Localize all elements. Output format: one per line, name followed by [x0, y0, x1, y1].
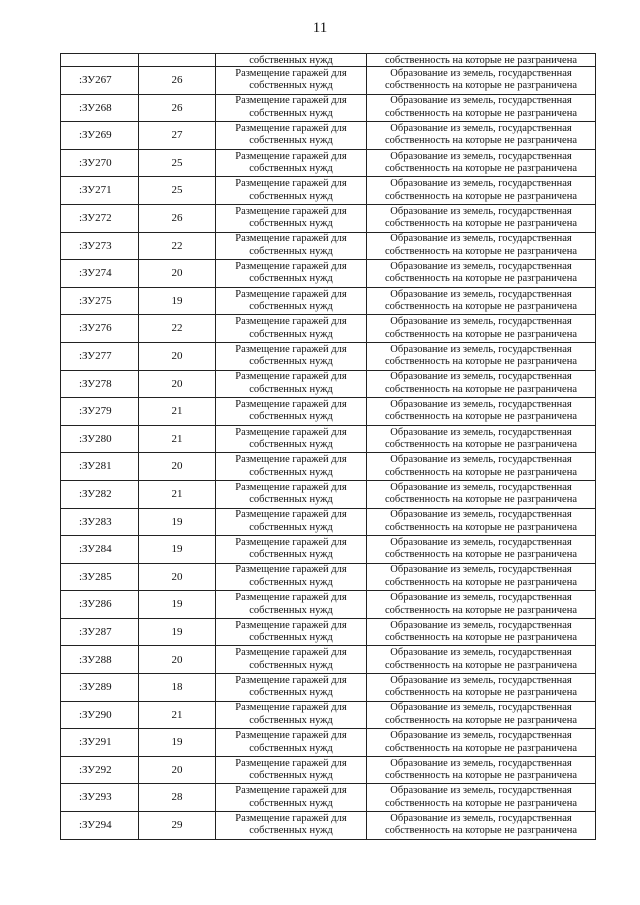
permitted-use-line: Размещение гаражей для: [235, 647, 347, 659]
formation-method-line: Образование из земель, государственная: [390, 730, 572, 742]
formation-method-cell: [367, 287, 596, 315]
plot-id-cell: :ЗУ281: [61, 453, 139, 481]
plot-area-cell: 26: [139, 94, 216, 122]
permitted-use-cell: [216, 563, 367, 591]
plot-id-cell: :ЗУ277: [61, 342, 139, 370]
permitted-use-line: собственных нужд: [249, 107, 333, 119]
permitted-use-cell: [216, 674, 367, 702]
permitted-use-cell: [216, 232, 367, 260]
plot-id-cell: :ЗУ271: [61, 177, 139, 205]
plot-id-cell: :ЗУ289: [61, 674, 139, 702]
formation-method-line: собственность на которые не разграничена: [385, 714, 577, 726]
plot-area-cell: 20: [139, 756, 216, 784]
table-row: [61, 812, 596, 840]
formation-method-cell: [367, 122, 596, 150]
permitted-use-line: Размещение гаражей для: [235, 757, 347, 769]
formation-method-line: Образование из земель, государственная: [390, 647, 572, 659]
formation-method-cell: [367, 729, 596, 757]
plot-area-cell: [139, 54, 216, 67]
formation-method-line: Образование из земель, государственная: [390, 233, 572, 245]
permitted-use-cell: [216, 398, 367, 426]
formation-method-cell: [367, 67, 596, 95]
plot-id-cell: :ЗУ267: [61, 67, 139, 95]
plot-id-cell: [61, 54, 139, 67]
plot-id-cell: :ЗУ286: [61, 591, 139, 619]
table-row: [61, 94, 596, 122]
plot-area-cell: 25: [139, 149, 216, 177]
table-row: [61, 784, 596, 812]
plot-area-cell: 20: [139, 646, 216, 674]
plot-area-cell: 22: [139, 232, 216, 260]
table-row: [61, 122, 596, 150]
formation-method-cell: [367, 204, 596, 232]
formation-method-line: Образование из земель, государственная: [390, 260, 572, 272]
table-row: [61, 453, 596, 481]
permitted-use-cell: [216, 453, 367, 481]
plot-area-cell: 22: [139, 315, 216, 343]
formation-method-line: Образование из земель, государственная: [390, 122, 572, 134]
permitted-use-line: собственных нужд: [249, 218, 333, 230]
formation-method-line: Образование из земель, государственная: [390, 454, 572, 466]
plot-area-cell: 20: [139, 260, 216, 288]
plot-area-cell: 18: [139, 674, 216, 702]
permitted-use-line: Размещение гаражей для: [235, 288, 347, 300]
plot-id-cell: :ЗУ283: [61, 508, 139, 536]
land-plots-table: [60, 53, 596, 840]
permitted-use-line: Размещение гаражей для: [235, 205, 347, 217]
plot-area-cell: 25: [139, 177, 216, 205]
formation-method-cell: [367, 425, 596, 453]
permitted-use-line: собственных нужд: [249, 383, 333, 395]
permitted-use-line: собственных нужд: [249, 328, 333, 340]
permitted-use-cell: [216, 287, 367, 315]
formation-method-line: собственность на которые не разграничена: [385, 190, 577, 202]
permitted-use-line: Размещение гаражей для: [235, 398, 347, 410]
permitted-use-line: Размещение гаражей для: [235, 67, 347, 79]
permitted-use-cell: [216, 646, 367, 674]
formation-method-line: собственность на которые не разграничена: [385, 521, 577, 533]
permitted-use-cell: [216, 812, 367, 840]
formation-method-line: собственность на которые не разграничена: [385, 80, 577, 92]
formation-method-line: собственность на которые не разграничена: [385, 273, 577, 285]
plot-id-cell: :ЗУ280: [61, 425, 139, 453]
formation-method-line: собственность на которые не разграничена: [385, 163, 577, 175]
plot-id-cell: :ЗУ294: [61, 812, 139, 840]
permitted-use-cell: [216, 342, 367, 370]
plot-id-cell: :ЗУ293: [61, 784, 139, 812]
plot-area-cell: 21: [139, 425, 216, 453]
plot-id-cell: :ЗУ269: [61, 122, 139, 150]
permitted-use-line: собственных нужд: [249, 245, 333, 257]
permitted-use-cell: [216, 315, 367, 343]
permitted-use-line: собственных нужд: [249, 687, 333, 699]
formation-method-cell: [367, 618, 596, 646]
formation-method-line: собственность на которые не разграничена: [385, 135, 577, 147]
table-row: [61, 398, 596, 426]
formation-method-line: Образование из земель, государственная: [390, 178, 572, 190]
formation-method-line: Образование из земель, государственная: [390, 95, 572, 107]
permitted-use-cell: [216, 784, 367, 812]
permitted-use-line: Размещение гаражей для: [235, 564, 347, 576]
permitted-use-line: Размещение гаражей для: [235, 343, 347, 355]
formation-method-line: Образование из земель, государственная: [390, 619, 572, 631]
permitted-use-line: собственных нужд: [249, 494, 333, 506]
permitted-use-line: Размещение гаражей для: [235, 260, 347, 272]
permitted-use-line: собственных нужд: [249, 273, 333, 285]
plot-id-cell: :ЗУ268: [61, 94, 139, 122]
table-row: [61, 508, 596, 536]
formation-method-cell: [367, 232, 596, 260]
formation-method-cell: [367, 563, 596, 591]
plot-id-cell: :ЗУ278: [61, 370, 139, 398]
formation-method-line: собственность на которые не разграничена: [385, 825, 577, 837]
permitted-use-line: собственных нужд: [249, 576, 333, 588]
permitted-use-line: Размещение гаражей для: [235, 95, 347, 107]
formation-method-line: Образование из земель, государственная: [390, 316, 572, 328]
formation-method-line: Образование из земель, государственная: [390, 592, 572, 604]
formation-method-line: Образование из земель, государственная: [390, 67, 572, 79]
permitted-use-line: Размещение гаражей для: [235, 481, 347, 493]
formation-method-cell: [367, 177, 596, 205]
permitted-use-line: собственных нужд: [249, 825, 333, 837]
plot-id-cell: :ЗУ276: [61, 315, 139, 343]
permitted-use-cell: [216, 756, 367, 784]
formation-method-line: Образование из земель, государственная: [390, 343, 572, 355]
plot-id-cell: :ЗУ290: [61, 701, 139, 729]
permitted-use-line: Размещение гаражей для: [235, 536, 347, 548]
formation-method-line: собственность на которые не разграничена: [385, 107, 577, 119]
permitted-use-line: Размещение гаражей для: [235, 426, 347, 438]
plot-area-cell: 19: [139, 591, 216, 619]
plot-area-cell: 19: [139, 536, 216, 564]
plot-id-cell: :ЗУ288: [61, 646, 139, 674]
plot-id-cell: :ЗУ292: [61, 756, 139, 784]
permitted-use-cell: [216, 370, 367, 398]
permitted-use-line: Размещение гаражей для: [235, 785, 347, 797]
permitted-use-line: собственных нужд: [249, 163, 333, 175]
plot-id-cell: :ЗУ282: [61, 480, 139, 508]
formation-method-cell: [367, 756, 596, 784]
plot-id-cell: :ЗУ285: [61, 563, 139, 591]
table-row: [61, 591, 596, 619]
plot-id-cell: :ЗУ291: [61, 729, 139, 757]
plot-area-cell: 28: [139, 784, 216, 812]
permitted-use-line: Размещение гаражей для: [235, 592, 347, 604]
permitted-use-line: собственных нужд: [249, 604, 333, 616]
page-number: 11: [312, 20, 328, 36]
permitted-use-line: Размещение гаражей для: [235, 702, 347, 714]
permitted-use-line: собственных нужд: [249, 135, 333, 147]
permitted-use-cell: [216, 204, 367, 232]
formation-method-line: собственность на которые не разграничена: [385, 742, 577, 754]
formation-method-line: Образование из земель, государственная: [390, 509, 572, 521]
plot-area-cell: 26: [139, 67, 216, 95]
formation-method-line: Образование из земель, государственная: [390, 757, 572, 769]
plot-id-cell: :ЗУ272: [61, 204, 139, 232]
table-row: [61, 536, 596, 564]
formation-method-line: собственность на которые не разграничена: [385, 687, 577, 699]
permitted-use-line: Размещение гаражей для: [235, 730, 347, 742]
plot-id-cell: :ЗУ287: [61, 618, 139, 646]
plot-id-cell: :ЗУ270: [61, 149, 139, 177]
formation-method-line: собственность на которые не разграничена: [385, 245, 577, 257]
permitted-use-line: собственных нужд: [249, 521, 333, 533]
plot-area-cell: 21: [139, 398, 216, 426]
plot-area-cell: 19: [139, 508, 216, 536]
formation-method-line: собственность на которые не разграничена: [385, 549, 577, 561]
formation-method-cell: [367, 508, 596, 536]
permitted-use-line: Размещение гаражей для: [235, 371, 347, 383]
plot-id-cell: :ЗУ284: [61, 536, 139, 564]
permitted-use-line: собственных нужд: [249, 770, 333, 782]
permitted-use-line: собственных нужд: [249, 714, 333, 726]
plot-area-cell: 27: [139, 122, 216, 150]
permitted-use-cell: [216, 591, 367, 619]
table-row: [61, 67, 596, 95]
plot-area-cell: 20: [139, 342, 216, 370]
formation-method-line: Образование из земель, государственная: [390, 398, 572, 410]
permitted-use-line: собственных нужд: [249, 439, 333, 451]
table-row: [61, 204, 596, 232]
permitted-use-line: собственных нужд: [249, 742, 333, 754]
permitted-use-cell: [216, 480, 367, 508]
formation-method-line: собственность на которые не разграничена: [385, 301, 577, 313]
table-row: [61, 563, 596, 591]
formation-method-cell: [367, 342, 596, 370]
formation-method-line: Образование из земель, государственная: [390, 536, 572, 548]
formation-method-line: Образование из земель, государственная: [390, 426, 572, 438]
permitted-use-cell: [216, 508, 367, 536]
plot-id-cell: :ЗУ279: [61, 398, 139, 426]
permitted-use-cell: собственных нужд: [216, 54, 367, 67]
permitted-use-line: собственных нужд: [249, 549, 333, 561]
formation-method-line: Образование из земель, государственная: [390, 674, 572, 686]
plot-area-cell: 26: [139, 204, 216, 232]
formation-method-cell: [367, 674, 596, 702]
formation-method-line: собственность на которые не разграничена: [385, 797, 577, 809]
formation-method-cell: [367, 370, 596, 398]
permitted-use-cell: [216, 701, 367, 729]
permitted-use-line: собственных нужд: [249, 632, 333, 644]
formation-method-line: собственность на которые не разграничена: [385, 439, 577, 451]
permitted-use-line: Размещение гаражей для: [235, 454, 347, 466]
table-row: [61, 232, 596, 260]
permitted-use-cell: [216, 177, 367, 205]
formation-method-line: Образование из земель, государственная: [390, 481, 572, 493]
table-continuation-row: [61, 54, 596, 67]
permitted-use-line: собственных нужд: [249, 190, 333, 202]
formation-method-line: собственность на которые не разграничена: [385, 770, 577, 782]
formation-method-cell: [367, 453, 596, 481]
formation-method-line: собственность на которые не разграничена: [385, 632, 577, 644]
formation-method-cell: [367, 812, 596, 840]
plot-area-cell: 20: [139, 370, 216, 398]
table-row: [61, 370, 596, 398]
permitted-use-line: собственных нужд: [249, 411, 333, 423]
plot-area-cell: 19: [139, 287, 216, 315]
plot-area-cell: 21: [139, 480, 216, 508]
table-body: [61, 54, 596, 840]
permitted-use-cell: [216, 618, 367, 646]
formation-method-line: Образование из земель, государственная: [390, 702, 572, 714]
formation-method-line: Образование из земель, государственная: [390, 288, 572, 300]
permitted-use-line: собственных нужд: [249, 301, 333, 313]
permitted-use-line: Размещение гаражей для: [235, 619, 347, 631]
formation-method-line: собственность на которые не разграничена: [385, 604, 577, 616]
plot-id-cell: :ЗУ274: [61, 260, 139, 288]
permitted-use-line: Размещение гаражей для: [235, 509, 347, 521]
table-row: [61, 674, 596, 702]
formation-method-cell: [367, 701, 596, 729]
plot-area-cell: 20: [139, 563, 216, 591]
formation-method-cell: [367, 398, 596, 426]
formation-method-cell: [367, 536, 596, 564]
permitted-use-line: Размещение гаражей для: [235, 316, 347, 328]
table-row: [61, 342, 596, 370]
formation-method-cell: [367, 646, 596, 674]
formation-method-cell: [367, 480, 596, 508]
formation-method-line: собственность на которые не разграничена: [385, 356, 577, 368]
permitted-use-line: Размещение гаражей для: [235, 178, 347, 190]
formation-method-line: Образование из земель, государственная: [390, 812, 572, 824]
permitted-use-line: собственных нужд: [249, 797, 333, 809]
permitted-use-cell: [216, 536, 367, 564]
formation-method-line: собственность на которые не разграничена: [385, 659, 577, 671]
plot-area-cell: 21: [139, 701, 216, 729]
formation-method-line: собственность на которые не разграничена: [385, 494, 577, 506]
permitted-use-cell: [216, 260, 367, 288]
formation-method-line: собственность на которые не разграничена: [385, 218, 577, 230]
table-row: [61, 729, 596, 757]
formation-method-line: Образование из земель, государственная: [390, 150, 572, 162]
table-row: [61, 618, 596, 646]
permitted-use-line: Размещение гаражей для: [235, 150, 347, 162]
table-row: [61, 149, 596, 177]
permitted-use-cell: [216, 425, 367, 453]
table-row: [61, 177, 596, 205]
table-row: [61, 287, 596, 315]
formation-method-line: собственность на которые не разграничена: [385, 466, 577, 478]
permitted-use-line: собственных нужд: [249, 466, 333, 478]
table-row: [61, 756, 596, 784]
permitted-use-cell: [216, 149, 367, 177]
permitted-use-line: Размещение гаражей для: [235, 122, 347, 134]
plot-id-cell: :ЗУ275: [61, 287, 139, 315]
formation-method-line: Образование из земель, государственная: [390, 785, 572, 797]
permitted-use-cell: [216, 94, 367, 122]
permitted-use-line: Размещение гаражей для: [235, 812, 347, 824]
permitted-use-cell: [216, 67, 367, 95]
formation-method-cell: [367, 315, 596, 343]
formation-method-line: Образование из земель, государственная: [390, 564, 572, 576]
table-row: [61, 315, 596, 343]
table-row: [61, 646, 596, 674]
table-row: [61, 701, 596, 729]
formation-method-cell: [367, 260, 596, 288]
permitted-use-cell: [216, 122, 367, 150]
formation-method-line: собственность на которые не разграничена: [385, 411, 577, 423]
permitted-use-line: Размещение гаражей для: [235, 233, 347, 245]
permitted-use-cell: [216, 729, 367, 757]
formation-method-line: Образование из земель, государственная: [390, 205, 572, 217]
plot-area-cell: 19: [139, 729, 216, 757]
formation-method-cell: собственность на которые не разграничена: [367, 54, 596, 67]
formation-method-cell: [367, 591, 596, 619]
table-row: [61, 425, 596, 453]
formation-method-line: Образование из земель, государственная: [390, 371, 572, 383]
permitted-use-line: собственных нужд: [249, 659, 333, 671]
plot-area-cell: 19: [139, 618, 216, 646]
permitted-use-line: Размещение гаражей для: [235, 674, 347, 686]
formation-method-line: собственность на которые не разграничена: [385, 328, 577, 340]
table-row: [61, 260, 596, 288]
formation-method-line: собственность на которые не разграничена: [385, 383, 577, 395]
permitted-use-line: собственных нужд: [249, 356, 333, 368]
formation-method-cell: [367, 94, 596, 122]
plot-area-cell: 20: [139, 453, 216, 481]
plot-area-cell: 29: [139, 812, 216, 840]
formation-method-cell: [367, 784, 596, 812]
table-row: [61, 480, 596, 508]
plot-id-cell: :ЗУ273: [61, 232, 139, 260]
formation-method-cell: [367, 149, 596, 177]
formation-method-line: собственность на которые не разграничена: [385, 576, 577, 588]
permitted-use-line: собственных нужд: [249, 80, 333, 92]
